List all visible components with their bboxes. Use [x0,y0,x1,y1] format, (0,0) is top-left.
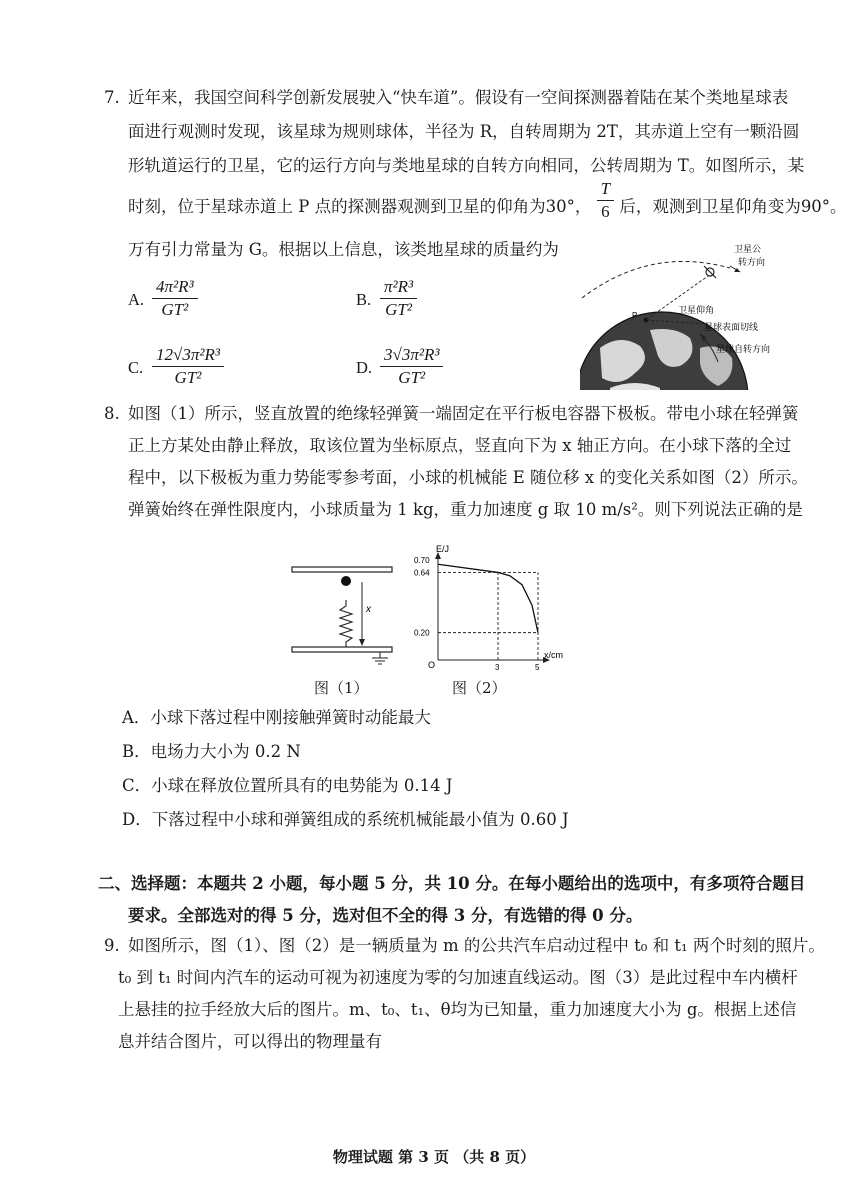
label-satellite-direction-2: 转方向 [738,257,766,267]
q8-line-4: 弹簧始终在弹性限度内，小球质量为 1 kg，重力加速度 g 取 10 m/s²。则下列说法正确的是 [128,500,803,519]
num: π²R³ [380,276,417,299]
q7-option-d-label: D. [356,358,373,377]
satellite-icon [704,266,716,278]
spring [340,600,352,647]
q8-number: 8. [104,404,120,423]
y-tick-label: 0.64 [414,568,430,578]
num: 3√3π²R³ [380,344,443,367]
q7-line-3: 形轨道运行的卫星，它的运行方向与类地星球的自转方向相同，公转周期为 T。如图所示，某 [128,156,805,175]
q9-line-4: 息并结合图片，可以得出的物理量有 [118,1032,382,1051]
fig2-caption: 图（2） [452,679,507,697]
q8-option-b: B．电场力大小为 0.2 N [122,742,301,761]
energy-curve-curve [498,572,538,632]
num: 12√3π²R³ [152,344,224,367]
y-axis-label: E/J [436,544,450,554]
energy-curve-linear [438,564,498,572]
q9-line-2: t₀ 到 t₁ 时间内汽车的运动可视为初速度为零的匀加速直线运动。图（3）是此过程中车内横杆 [118,968,798,987]
x-tick-label: 5 [535,663,540,672]
lower-plate [292,647,392,652]
q7-option-d-formula [380,344,443,389]
capacitor-spring-figure [286,560,400,670]
frac-num: T [597,178,614,201]
q7-option-c-label: C. [128,358,144,377]
fig1-caption: 图（1） [314,679,369,697]
q7-option-a-formula [152,276,198,321]
den: GT² [398,368,426,387]
q7-option-a-label: A. [128,290,145,309]
section2-heading-line-2: 要求。全部选对的得 5 分，选对但不全的得 3 分，有选错的得 0 分。 [128,906,643,925]
charged-ball [341,576,351,586]
page-footer: 物理试题 第 3 页 （共 8 页） [332,1148,536,1166]
displacement-label: x [366,604,371,615]
den: GT² [161,300,189,319]
q9-line-3: 上悬挂的拉手经放大后的图片。m、t₀、t₁、θ均为已知量，重力加速度大小为 g。根据上述信 [118,1000,797,1019]
energy-displacement-chart [408,544,578,672]
q7-line-1: 近年来，我国空间科学创新发展驶入“快车道”。假设有一空间探测器着陆在某个类地星球表 [128,88,789,107]
q7-line-4-tail: 后，观测到卫星仰角变为90°。 [619,197,847,216]
ground-symbol [372,658,388,664]
q7-number: 7. [104,88,120,107]
q8-option-a: A．小球下落过程中刚接触弹簧时动能最大 [122,708,431,727]
q8-line-2: 正上方某处由静止释放，取该位置为坐标原点，竖直向下为 x 轴正方向。在小球下落的全过 [128,436,792,455]
label-elevation: 卫星仰角 [678,305,715,315]
q7-planet-figure [580,238,800,390]
den: GT² [174,368,202,387]
section2-heading-line-1: 二、选择题：本题共 2 小题，每小题 5 分，共 10 分。在每小题给出的选项中，有多项符合题目 [98,874,806,893]
den: GT² [385,300,412,319]
q8-option-d: D．下落过程中小球和弹簧组成的系统机械能最小值为 0.60 J [122,810,569,829]
q7-line-4-text: 时刻，位于星球赤道上 P 点的探测器观测到卫星的仰角为30°， [128,197,592,216]
q7-line-4 [128,179,847,223]
q9-line-1: 如图所示，图（1）、图（2）是一辆质量为 m 的公共汽车启动过程中 t₀ 和 t₁ 两个时刻的照片。 [128,936,825,955]
q8-option-c: C．小球在释放位置所具有的电势能为 0.14 J [122,776,453,795]
label-rotation: 星球自转方向 [716,344,771,354]
frac-den: 6 [601,202,610,221]
q7-option-b-label: B. [356,290,372,309]
q8-line-1: 如图（1）所示，竖直放置的绝缘轻弹簧一端固定在平行板电容器下极板。带电小球在轻弹簧 [128,404,799,423]
q7-option-c-formula [152,344,224,389]
x-axis-label: x/cm [544,650,563,660]
origin-label: O [428,660,436,670]
label-tangent: 星球表面切线 [704,322,759,332]
num: 4π²R³ [152,276,198,299]
y-tick-label: 0.20 [414,628,430,638]
q9-number: 9. [104,936,120,955]
x-tick-label: 3 [495,663,500,672]
q7-line-2: 面进行观测时发现，该星球为规则球体，半径为 R，自转周期为 2T，其赤道上空有一颗沿圆 [128,122,800,141]
y-tick-label: 0.70 [414,556,430,566]
q7-inline-fraction [597,178,614,223]
q7-option-b-formula [380,276,417,321]
q8-line-3: 程中，以下极板为重力势能零参考面，小球的机械能 E 随位移 x 的变化关系如图（2）所示。 [128,468,808,487]
label-satellite-direction-1: 卫星公 [734,244,762,254]
satellite-orbit-arc [582,261,730,298]
point-p-label: P [632,311,638,320]
q7-line-5: 万有引力常量为 G。根据以上信息，该类地星球的质量约为 [128,240,559,259]
upper-plate [292,567,392,572]
